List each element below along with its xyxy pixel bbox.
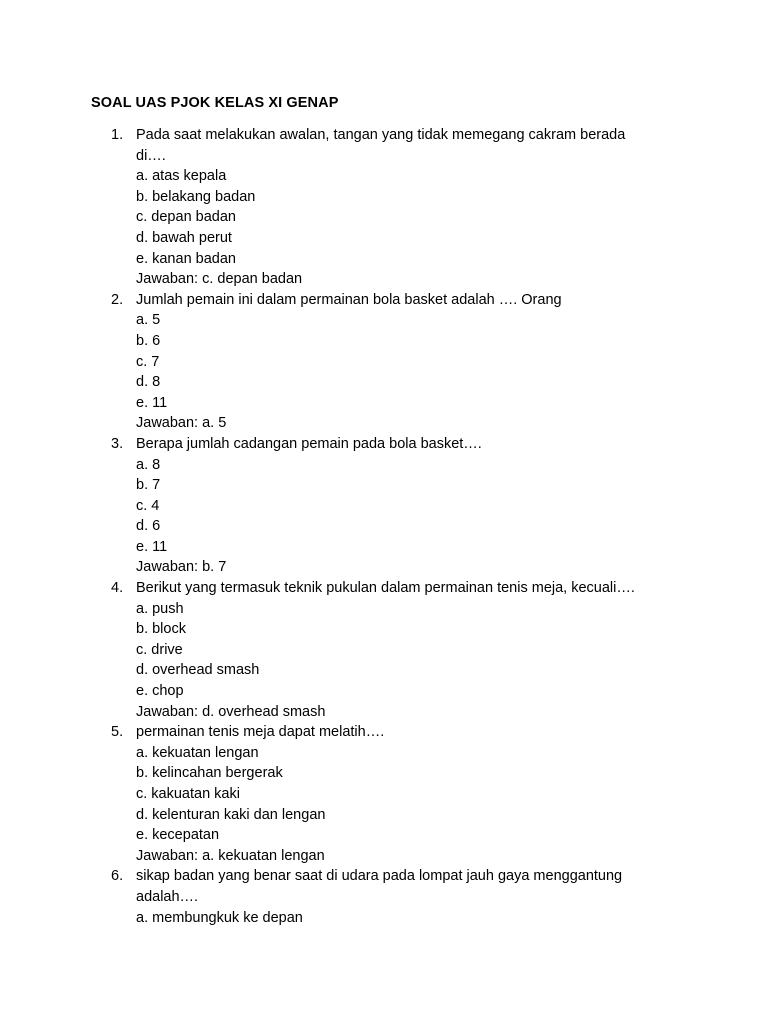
option-e: e. kecepatan	[136, 827, 220, 844]
document-title: SOAL UAS PJOK KELAS XI GENAP	[91, 95, 339, 111]
question-number: 1.	[111, 127, 124, 143]
question-body	[136, 290, 696, 434]
question-6	[0, 866, 768, 928]
question-4	[0, 578, 768, 722]
option-a: a. atas kepala	[136, 168, 227, 185]
option-b: b. block	[136, 621, 186, 638]
question-text: Berapa jumlah cadangan pemain pada bola basket….	[136, 435, 482, 452]
option-c: c. depan badan	[136, 209, 236, 226]
answer-line: Jawaban: b. 7	[136, 559, 227, 576]
option-b: b. 7	[136, 477, 161, 494]
question-text: di….	[136, 147, 166, 164]
question-5	[0, 722, 768, 866]
option-b: b. 6	[136, 332, 161, 349]
answer-line: Jawaban: a. 5	[136, 415, 227, 432]
question-text: Berikut yang termasuk teknik pukulan dalam permainan tenis meja, kecuali….	[136, 580, 635, 597]
question-text: Pada saat melakukan awalan, tangan yang tidak memegang cakram berada	[136, 127, 626, 143]
question-body	[136, 866, 696, 928]
answer-line: Jawaban: a. kekuatan lengan	[136, 847, 325, 864]
option-a: a. push	[136, 600, 184, 617]
option-c: c. drive	[136, 641, 183, 658]
option-d: d. 6	[136, 518, 161, 535]
question-text: adalah….	[136, 888, 199, 905]
question-body	[136, 434, 696, 578]
answer-line: Jawaban: c. depan badan	[136, 271, 303, 288]
option-d: d. overhead smash	[136, 662, 260, 679]
question-number: 6.	[111, 868, 124, 885]
question-body	[136, 578, 696, 722]
question-number: 4.	[111, 580, 124, 597]
option-a: a. 8	[136, 456, 161, 473]
option-c: c. kakuatan kaki	[136, 786, 240, 802]
question-text: Jumlah pemain ini dalam permainan bola basket adalah …. Orang	[136, 291, 562, 308]
question-body	[136, 125, 696, 290]
option-b: b. belakang badan	[136, 188, 256, 205]
option-b: b. kelincahan bergerak	[136, 765, 283, 782]
question-text: permainan tenis meja dapat melatih….	[136, 724, 385, 741]
question-number: 3.	[111, 435, 124, 452]
option-d: d. 8	[136, 374, 161, 391]
option-d: d. kelenturan kaki dan lengan	[136, 806, 326, 823]
option-c: c. 4	[136, 497, 160, 514]
question-1	[0, 125, 768, 290]
question-3	[0, 434, 768, 578]
option-e: e. 11	[136, 394, 168, 411]
option-a: a. kekuatan lengan	[136, 744, 259, 761]
option-e: e. chop	[136, 683, 184, 700]
question-body	[136, 722, 696, 866]
option-d: d. bawah perut	[136, 229, 232, 246]
option-a: a. 5	[136, 312, 161, 329]
option-e: e. 11	[136, 538, 168, 555]
option-c: c. 7	[136, 353, 160, 370]
answer-line: Jawaban: d. overhead smash	[136, 703, 326, 720]
question-number: 5.	[111, 724, 124, 741]
option-a: a. membungkuk ke depan	[136, 909, 303, 926]
question-2	[0, 290, 768, 434]
question-list	[0, 125, 768, 928]
question-text: sikap badan yang benar saat di udara pada lompat jauh gaya menggantung	[136, 868, 623, 885]
option-e: e. kanan badan	[136, 250, 236, 267]
question-number: 2.	[111, 291, 124, 308]
